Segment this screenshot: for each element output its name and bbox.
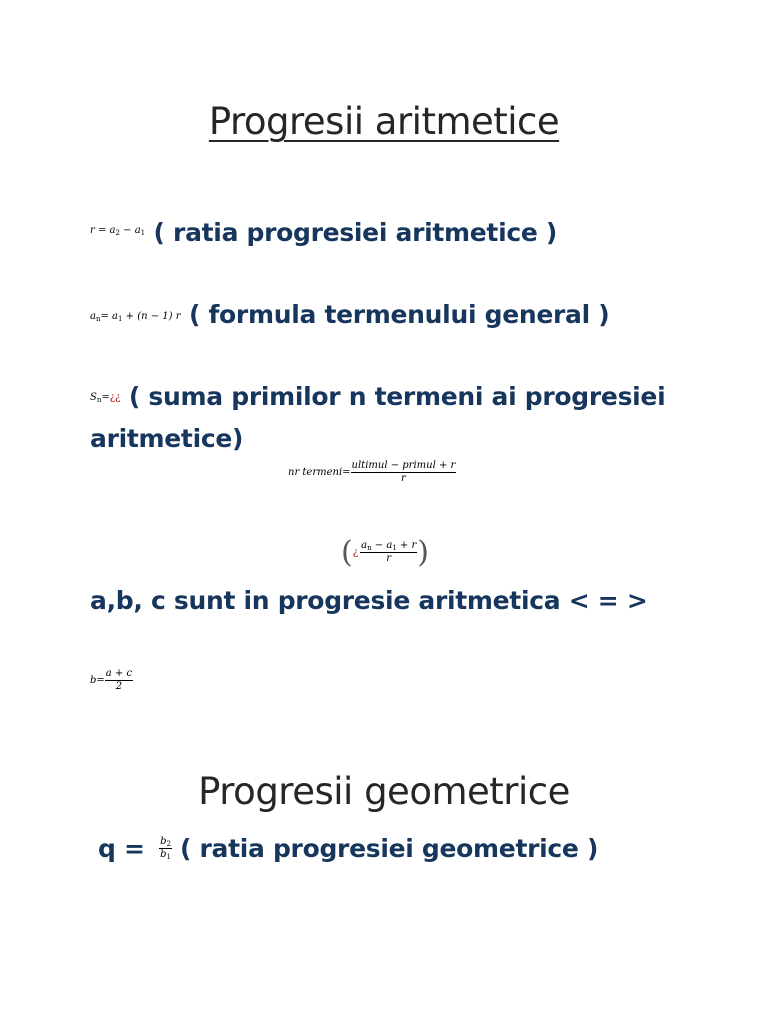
general-term-formula: $a_n= a_1 + (n - 1)$ r xyxy=(90,311,181,323)
ratio-description: ( ratia progresiei aritmetice ) xyxy=(153,218,558,247)
sum-line-2: aritmetice) xyxy=(90,424,244,453)
q-line xyxy=(98,834,598,863)
abc-line: a,b, c sunt in progresie aritmetica < = > xyxy=(90,586,648,615)
ratio-formula: r = a2 − a1 xyxy=(90,225,146,237)
nr-termeni-formula: nr termeni= $\frac{\text{ultimul − primul + r}}{r}$ xyxy=(288,460,456,484)
arith-title: Progresii aritmetice xyxy=(208,100,560,143)
sum-line xyxy=(90,382,665,411)
general-term-description: ( formula termenului general ) xyxy=(188,300,610,329)
q-description: ( ratia progresiei geometrice ) xyxy=(179,834,599,863)
b-formula: b= $\frac{a + c}{2}$ xyxy=(90,668,133,692)
general-term-line xyxy=(90,300,609,329)
geom-title: Progresii geometrice xyxy=(198,770,570,813)
q-fraction: $\frac{b_2}{b_1}$ xyxy=(160,835,171,861)
sum-description: ( suma primilor n termeni ai progresiei xyxy=(128,382,666,411)
ratio-line xyxy=(90,218,557,247)
q-lhs: q = xyxy=(98,834,154,863)
sum-formula: Sn=¿¿ xyxy=(90,392,121,404)
paren-fraction: ( ¿ $\frac{a_n - a_1 + r}{r}$ ) xyxy=(341,535,429,570)
